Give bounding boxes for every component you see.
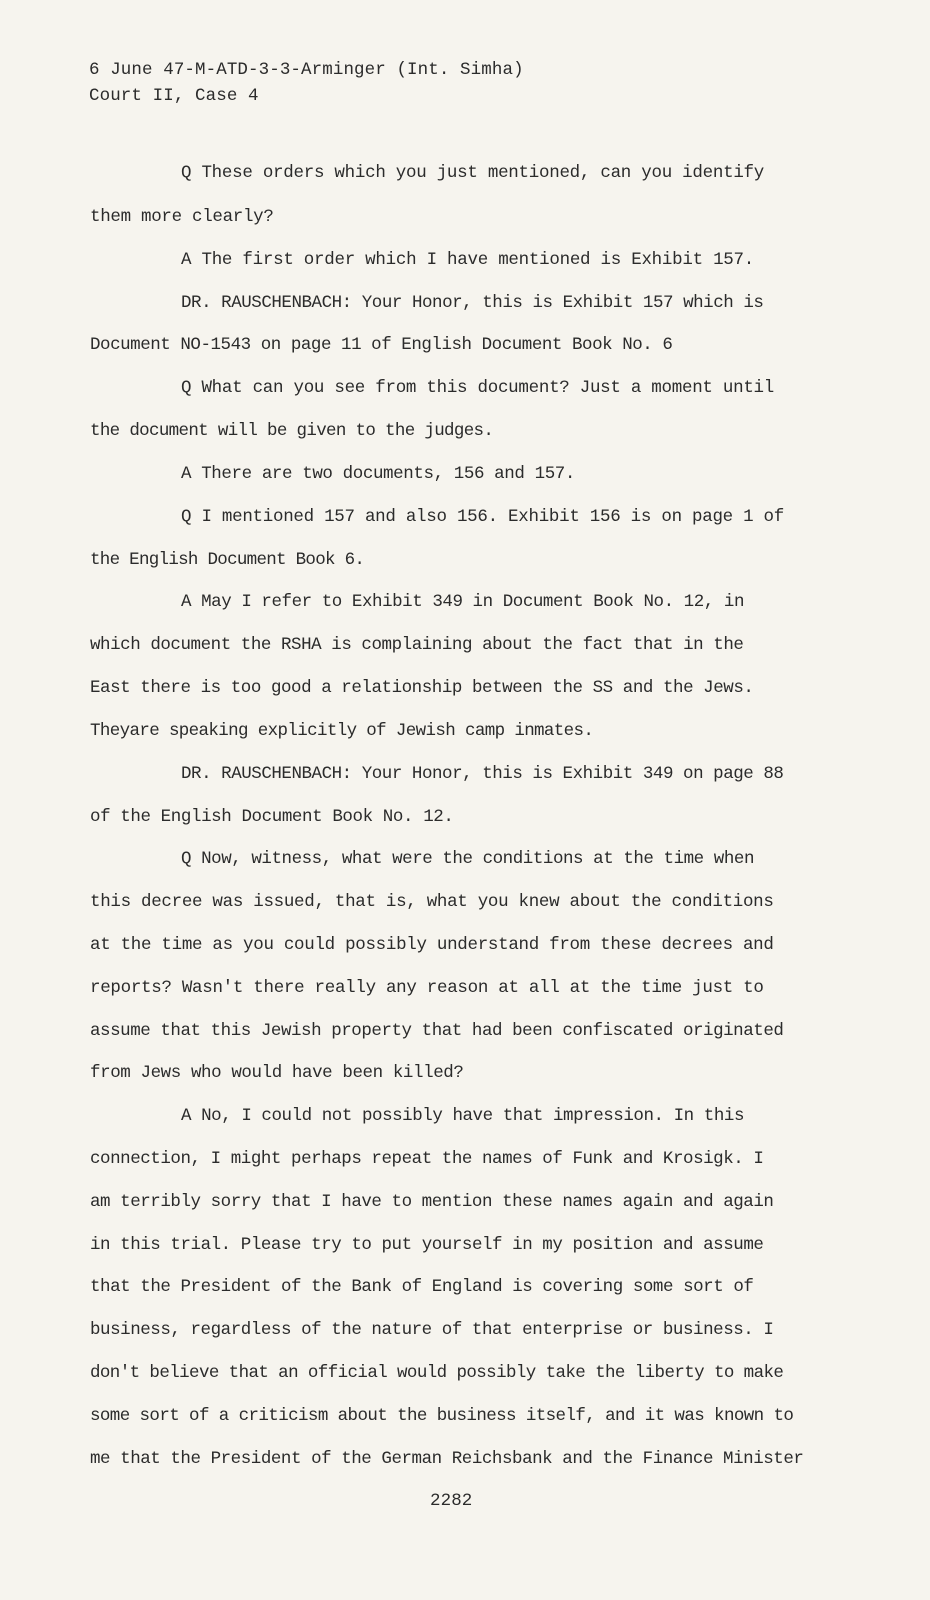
body-line: connection, I might perhaps repeat the names of Funk and Krosigk. I	[90, 1149, 764, 1169]
body-line: of the English Document Book No. 12.	[90, 807, 454, 827]
page-number: 2282	[430, 1491, 473, 1511]
body-line: Q I mentioned 157 and also 156. Exhibit 156 is on page 1 of	[181, 507, 784, 527]
body-line: Q These orders which you just mentioned, can you identify	[181, 163, 765, 183]
body-line: from Jews who would have been killed?	[90, 1063, 464, 1083]
body-line: me that the President of the German Reichsbank and the Finance Minister	[90, 1449, 804, 1469]
body-line: don't believe that an official would possibly take the liberty to make	[90, 1363, 784, 1383]
body-line: Theyare speaking explicitly of Jewish camp inmates.	[90, 721, 594, 741]
body-line: A No, I could not possibly have that impression. In this	[181, 1106, 744, 1126]
body-line: the document will be given to the judges.	[90, 421, 494, 441]
body-line: in this trial. Please try to put yourself in my position and assume	[90, 1235, 764, 1255]
body-line: Q Now, witness, what were the conditions at the time when	[181, 849, 755, 869]
body-line: DR. RAUSCHENBACH: Your Honor, this is Exhibit 157 which is	[181, 293, 764, 313]
body-line: business, regardless of the nature of that enterprise or business. I	[90, 1320, 774, 1340]
body-line: this decree was issued, that is, what you knew about the conditions	[90, 892, 774, 912]
body-line: some sort of a criticism about the business itself, and it was known to	[90, 1406, 794, 1426]
body-line: reports? Wasn't there really any reason at all at the time just to	[90, 978, 764, 998]
header-line-2: Court II, Case 4	[89, 86, 259, 106]
body-line: Q What can you see from this document? Just a moment until	[181, 378, 774, 398]
body-line: am terribly sorry that I have to mention these names again and again	[90, 1192, 774, 1212]
body-line: A May I refer to Exhibit 349 in Document Book No. 12, in	[181, 592, 744, 612]
body-line: A There are two documents, 156 and 157.	[181, 464, 575, 484]
header-line-1: 6 June 47-M-ATD-3-3-Arminger (Int. Simha)	[89, 60, 524, 80]
body-line: which document the RSHA is complaining about the fact that in the	[90, 635, 744, 655]
body-line: DR. RAUSCHENBACH: Your Honor, this is Exhibit 349 on page 88	[181, 764, 784, 784]
body-line: East there is too good a relationship between the SS and the Jews.	[90, 678, 754, 698]
body-line: Document NO-1543 on page 11 of English Document Book No. 6	[90, 335, 673, 355]
body-line: the English Document Book 6.	[90, 550, 365, 570]
body-line: assume that this Jewish property that had been confiscated originated	[90, 1021, 784, 1041]
body-line: them more clearly?	[90, 207, 274, 227]
body-line: that the President of the Bank of England is covering some sort of	[90, 1277, 754, 1297]
body-line: at the time as you could possibly understand from these decrees and	[90, 935, 774, 955]
body-line: A The first order which I have mentioned is Exhibit 157.	[181, 250, 754, 270]
